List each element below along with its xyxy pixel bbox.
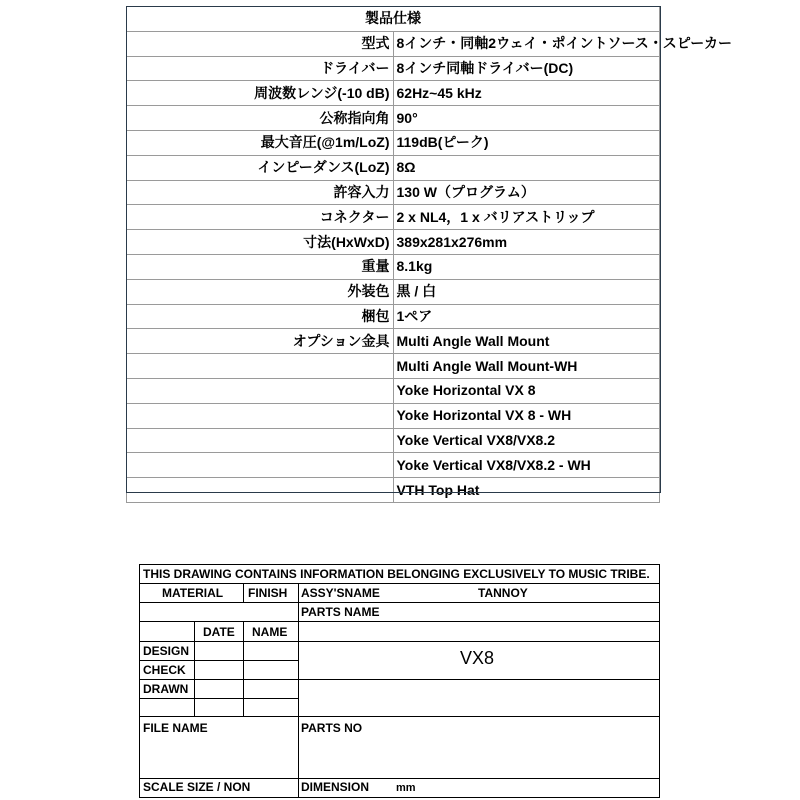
spec-row (127, 329, 660, 354)
spec-value: 2 x NL4，1 x バリアストリップ (393, 205, 660, 230)
spec-value: 119dB(ピーク) (393, 130, 660, 155)
spec-label: 最大音圧(@1m/LoZ) (127, 130, 394, 155)
spec-label (127, 453, 394, 478)
spec-row (127, 304, 660, 329)
divider (140, 583, 659, 584)
divider (140, 660, 298, 661)
divider (140, 679, 298, 680)
divider (140, 621, 298, 622)
spec-label: インピーダンス(LoZ) (127, 155, 394, 180)
spec-value: Yoke Vertical VX8/VX8.2 (393, 428, 660, 453)
spec-label (127, 403, 394, 428)
spec-label: 寸法(HxWxD) (127, 230, 394, 255)
dimension-unit: mm (396, 782, 416, 794)
spec-row (127, 180, 660, 205)
date-header: DATE (203, 625, 235, 639)
file-name-label: FILE NAME (143, 721, 208, 735)
spec-title-row (127, 7, 660, 32)
spec-label: 外装色 (127, 279, 394, 304)
spec-row (127, 453, 660, 478)
divider (243, 583, 244, 602)
spec-row (127, 56, 660, 81)
spec-value: 8.1kg (393, 254, 660, 279)
ownership-notice: THIS DRAWING CONTAINS INFORMATION BELONGING EXCLUSIVELY TO MUSIC TRIBE. (143, 567, 650, 581)
check-label: CHECK (143, 663, 186, 677)
spec-row (127, 354, 660, 379)
spec-value: Yoke Horizontal VX 8 - WH (393, 403, 660, 428)
spec-value: 8インチ・同軸2ウェイ・ポイントソース・スピーカー (393, 31, 660, 56)
spec-row (127, 403, 660, 428)
spec-value: 1ペア (393, 304, 660, 329)
model-name: VX8 (460, 648, 495, 668)
parts-name-label: PARTS NAME (301, 605, 380, 619)
divider (298, 583, 299, 797)
spec-row (127, 378, 660, 403)
spec-row (127, 205, 660, 230)
spec-label: 許容入力 (127, 180, 394, 205)
spec-label: ドライバー (127, 56, 394, 81)
spec-label: 周波数レンジ(-10 dB) (127, 81, 394, 106)
divider (140, 698, 298, 699)
parts-no-label: PARTS NO (301, 721, 363, 735)
spec-value: 黒 / 白 (393, 279, 660, 304)
spec-label: 重量 (127, 254, 394, 279)
spec-label: 梱包 (127, 304, 394, 329)
divider (140, 716, 659, 717)
spec-value: Yoke Horizontal VX 8 (393, 378, 660, 403)
spec-row (127, 31, 660, 56)
divider (298, 641, 659, 642)
assy-name-value: TANNOY (478, 586, 528, 600)
spec-row (127, 155, 660, 180)
spec-label (127, 478, 394, 503)
divider (194, 621, 195, 716)
spec-value: VTH Top Hat (393, 478, 660, 503)
spec-row (127, 428, 660, 453)
divider (243, 621, 244, 716)
divider (140, 602, 659, 603)
finish-label: FINISH (248, 586, 288, 600)
spec-title: 製品仕様 (127, 7, 660, 32)
spec-row (127, 106, 660, 131)
spec-label (127, 354, 394, 379)
divider (298, 679, 659, 680)
divider (298, 621, 659, 622)
divider (140, 778, 659, 779)
spec-row (127, 279, 660, 304)
spec-value: 8Ω (393, 155, 660, 180)
material-label: MATERIAL (162, 586, 224, 600)
spec-label: 公称指向角 (127, 106, 394, 131)
name-header: NAME (252, 625, 288, 639)
divider (140, 641, 298, 642)
assy-name-label: ASSY'SNAME (301, 586, 380, 600)
spec-label: コネクター (127, 205, 394, 230)
spec-value: Multi Angle Wall Mount-WH (393, 354, 660, 379)
design-label: DESIGN (143, 644, 190, 658)
scale-size-label: SCALE SIZE / NON (143, 780, 251, 794)
spec-label: 型式 (127, 31, 394, 56)
spec-label: オプション金具 (127, 329, 394, 354)
spec-value: 130 W（プログラム） (393, 180, 660, 205)
spec-value: Multi Angle Wall Mount (393, 329, 660, 354)
spec-label (127, 378, 394, 403)
spec-row (127, 478, 660, 503)
drawn-label: DRAWN (143, 682, 189, 696)
spec-row (127, 230, 660, 255)
spec-table (126, 6, 732, 503)
spec-row (127, 254, 660, 279)
spec-value: 8インチ同軸ドライバー(DC) (393, 56, 660, 81)
spec-row (127, 81, 660, 106)
dimension-label: DIMENSION (301, 780, 370, 794)
spec-value: 62Hz~45 kHz (393, 81, 660, 106)
spec-label (127, 428, 394, 453)
spec-value: Yoke Vertical VX8/VX8.2 - WH (393, 453, 660, 478)
spec-row (127, 130, 660, 155)
spec-value: 90° (393, 106, 660, 131)
drawing-title-block (139, 564, 660, 798)
spec-value: 389x281x276mm (393, 230, 660, 255)
